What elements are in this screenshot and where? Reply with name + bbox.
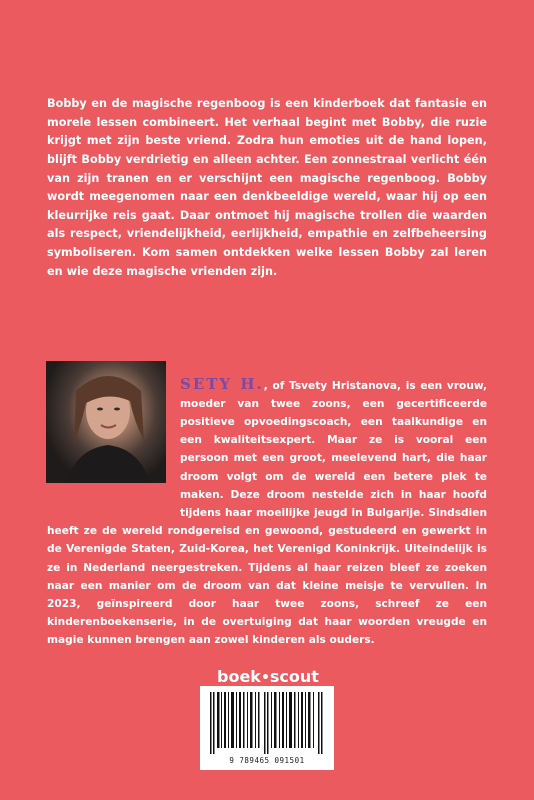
book-blurb: Bobby en de magische regenboog is een kinderboek dat fantasie en morele lessen combineert. Het verhaal begint met Bobby, die ruzie krijgt met zijn beste vriend. Zodra hun emoties uit de hand lopen, blijft Bobby verdrietig en alleen achter. Een zonnestraal verlicht één van zijn tranen en er verschijnt een magische regenboog. Bobby wordt meegenomen naar een denkbeeldige wereld, waar hij op een kleurrijke reis gaat. Daar ontmoet hij magische trollen die waarden als respect, vriendelijkheid, eerlijkheid, empathie en zelfbeheersing symboliseren. Kom samen ontdekken welke lessen Bobby zal leren en wie deze magische vrienden zijn. bbox=[47, 97, 487, 278]
author-name: SETY H. bbox=[180, 374, 264, 393]
author-bio-text: , of Tsvety Hristanova, is een vrouw, moeder van twee zoons, een gecertificeerde positieve opvoedingscoach, een taalkundige en een kwaliteitsexpert. Maar ze is vooral een persoon met een groot, meelevend hart, die haar droom volgt om de wereld een betere plek te maken. Deze droom nestelde zich in haar hoofd tijdens haar moeilijke jeugd in Bulgarije. Sindsdien heeft ze de wereld rondgereisd en gewoond, gestudeerd en gewerkt in de Verenigde Staten, Zuid-Korea, het Verenigd Koninkrijk. Uiteindelijk is ze in Nederland neergestreken. Tijdens al haar reizen bleef ze zoeken naar een manier om de droom van dat kleine meisje te vervullen. In 2023, geïnspireerd door haar twee zoons, schreef ze een kinderenboekenserie, in de overtuiging dat haar woorden vreugde en magie kunnen brengen aan zowel kinderen als ouders. bbox=[47, 379, 487, 647]
publisher-logo: boek•scout bbox=[217, 667, 319, 686]
isbn-number: 9 789465 091501 bbox=[229, 756, 305, 765]
barcode-bars bbox=[208, 692, 326, 754]
isbn-barcode bbox=[200, 686, 334, 770]
author-bio bbox=[47, 375, 487, 650]
